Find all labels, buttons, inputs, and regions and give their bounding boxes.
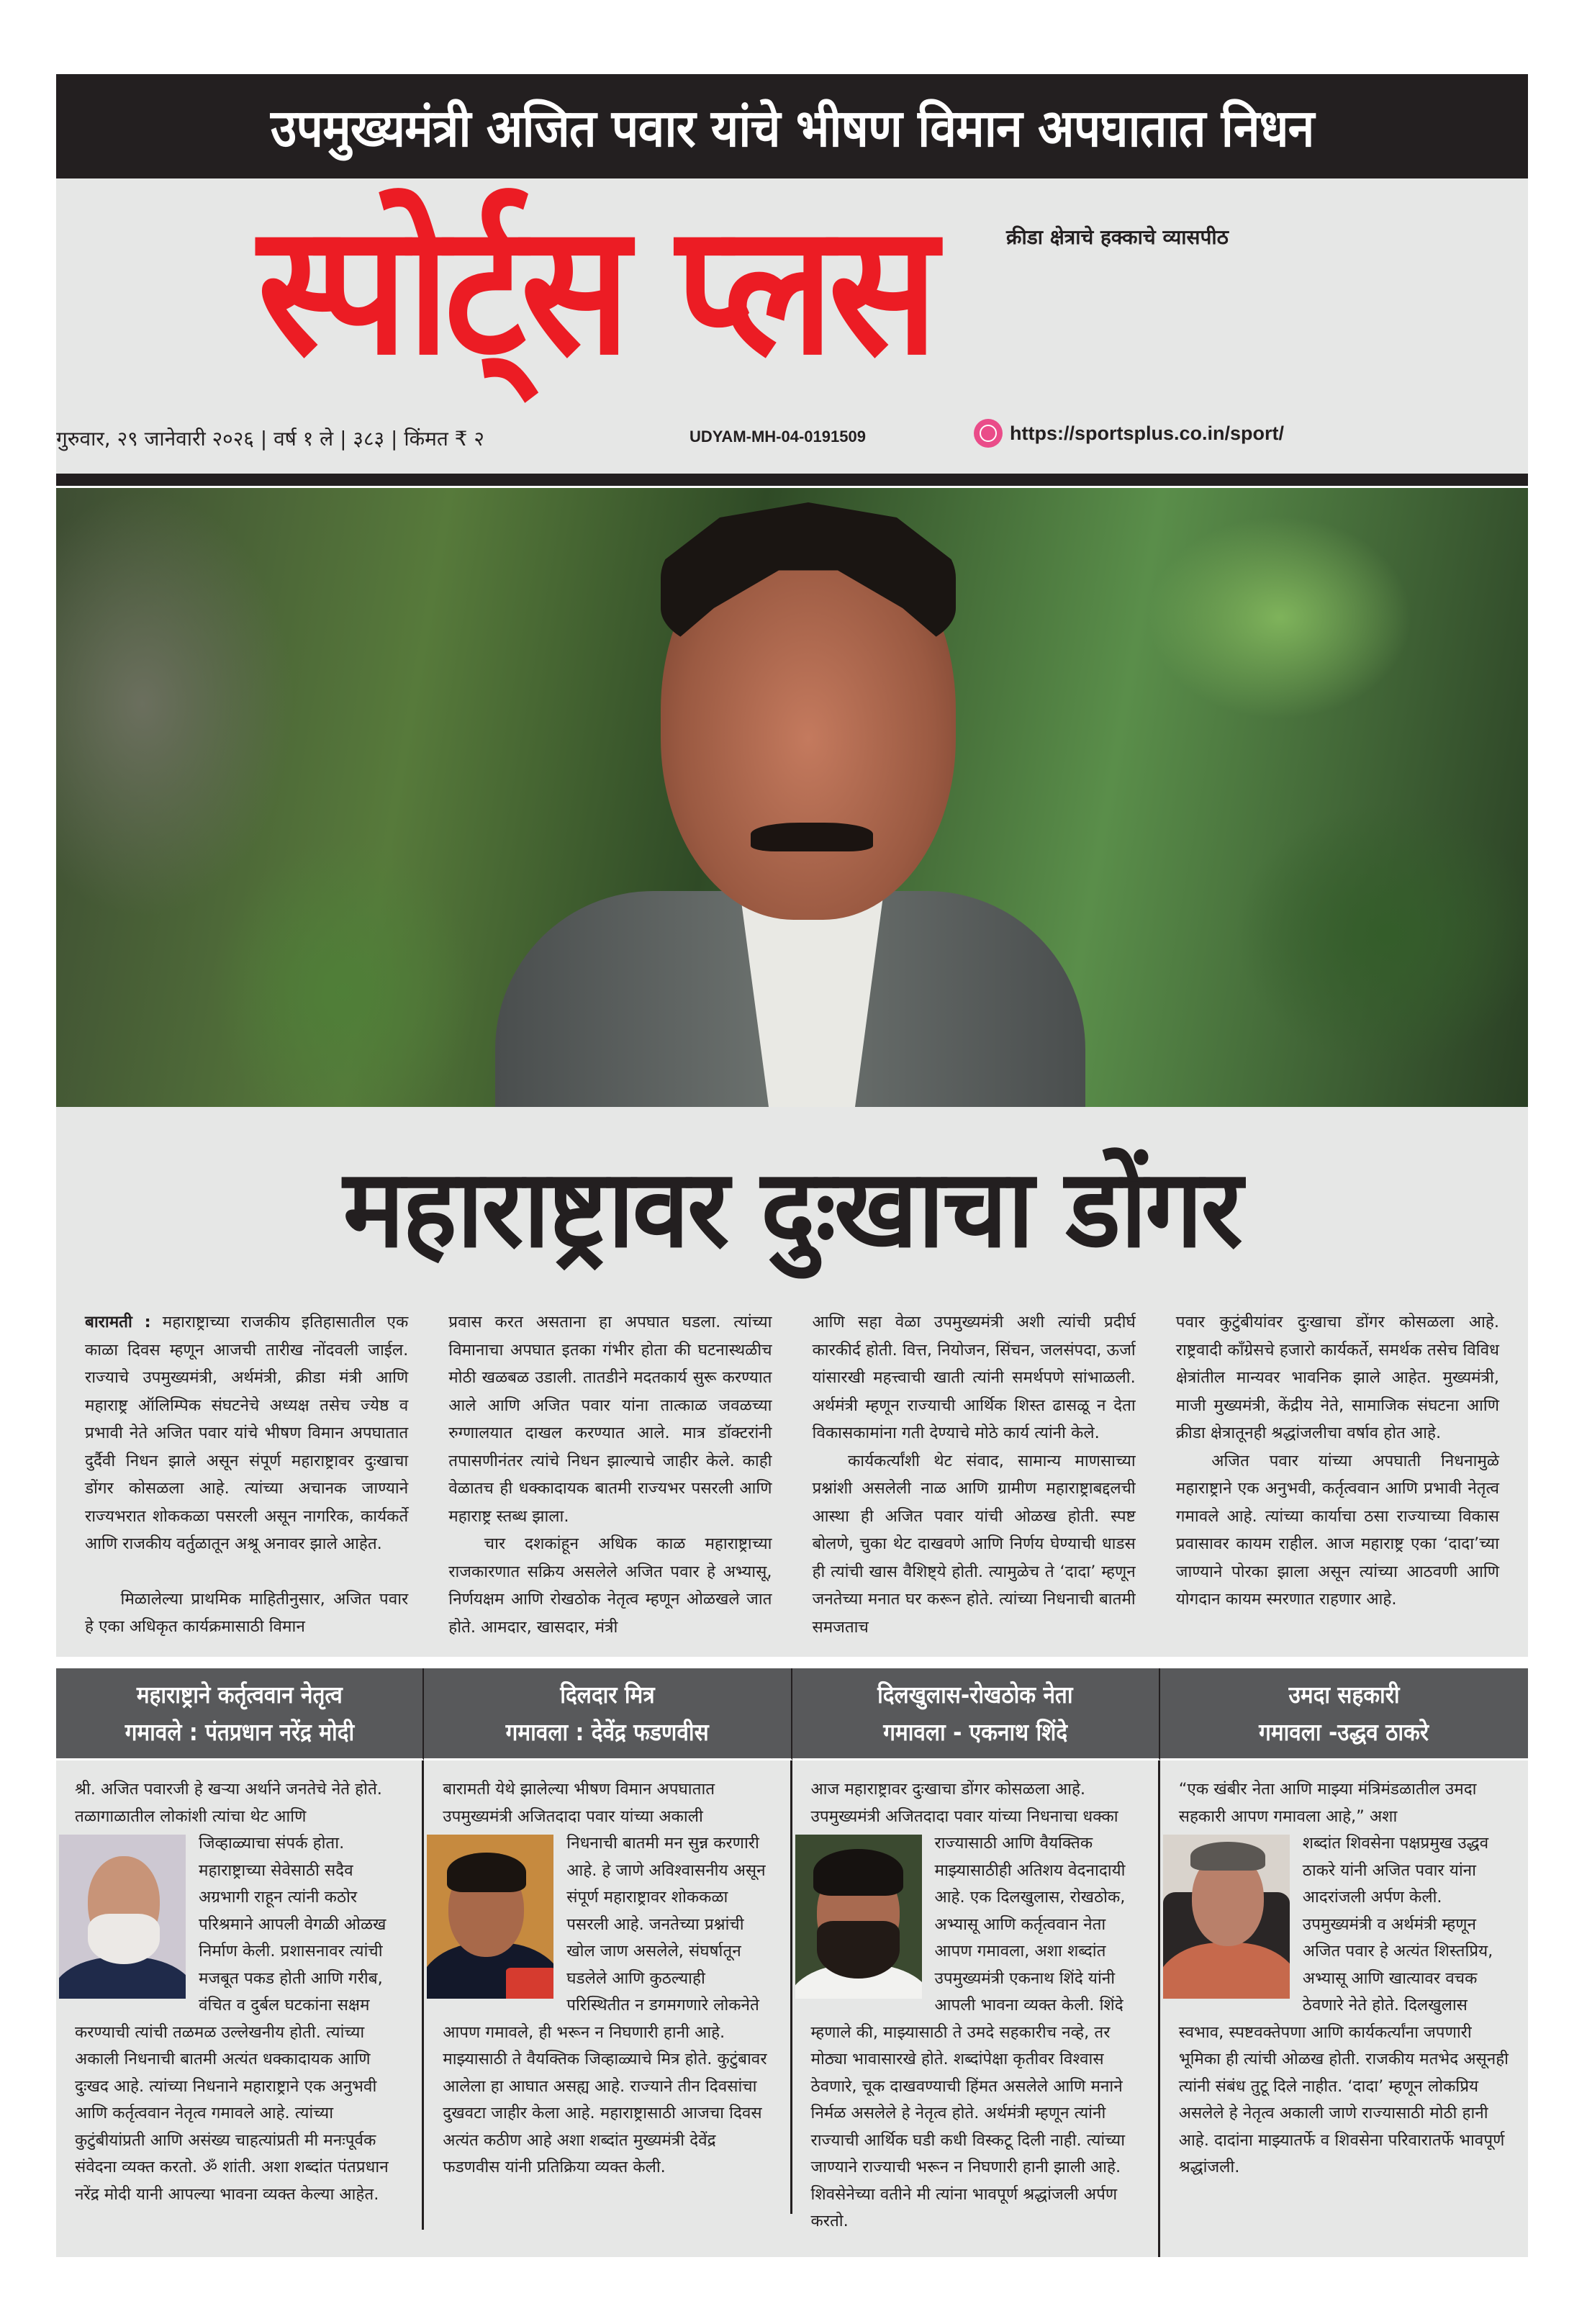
main-headline: महाराष्ट्रावर दुःखाचा डोंगर bbox=[343, 1147, 1241, 1272]
article-paragraph: बारामती : महाराष्ट्राच्या राजकीय इतिहासातील एक काळा दिवस म्हणून आजची तारीख नोंदवली जाईल. राज्याचे उपमुख्यमंत्री, अर्थमंत्री, क्रीडा मंत्री आणि महाराष्ट्र ऑलिम्पिक संघटनेचे अध्यक्ष तसेच ज्येष्ठ व प्रभावी नेते अजित पवार यांचे भीषण विमान अपघातात दुर्दैवी निधन झाले असून संपूर्ण महाराष्ट्रावर दुःखाचा डोंगर कोसळला आहे. त्यांच्या अचानक जाण्याने राज्यभरात शोककळा पसरली असून नागरिक, कार्यकर्ते आणि राजकीय वर्तुळातून अश्रू अनावर झाले आहेत. bbox=[85, 1313, 409, 1553]
article-paragraph: मिळालेल्या प्राथमिक माहितीनुसार, अजित पवार हे एका अधिकृत कार्यक्रमासाठी विमान bbox=[85, 1589, 409, 1636]
reaction-modi bbox=[56, 1668, 424, 2257]
banner-headline: उपमुख्यमंत्री अजित पवार यांचे भीषण विमान अपघातात निधन bbox=[270, 97, 1314, 158]
reaction-heading bbox=[1160, 1668, 1528, 1760]
reaction-heading-line: गमावला : देवेंद्र फडणवीस bbox=[505, 1717, 709, 1746]
thackeray-photo bbox=[1163, 1835, 1290, 1999]
reaction-shinde bbox=[792, 1668, 1160, 2257]
main-headline-block bbox=[56, 1107, 1528, 1301]
fadnavis-photo bbox=[427, 1835, 553, 1999]
article-column-1 bbox=[85, 1308, 408, 1641]
reaction-heading bbox=[792, 1668, 1160, 1760]
article-paragraph: आणि सहा वेळा उपमुख्यमंत्री अशी त्यांची प्रदीर्घ कारकीर्द होती. वित्त, नियोजन, सिंचन, जलसंपदा, ऊर्जा यांसारखी महत्त्वाची खाती त्यांनी समर्थपणे सांभाळली. अर्थमंत्री म्हणून राज्याची आर्थिक शिस्त ढासळू न देता विकासकामांना गती देण्याचे मोठे कार्य त्यांनी केले. bbox=[812, 1313, 1136, 1442]
article-dateline: बारामती : bbox=[85, 1313, 151, 1331]
website-url[interactable]: https://sportsplus.co.in/sport/ bbox=[1010, 422, 1285, 444]
reaction-lead: श्री. अजित पवारजी हे खऱ्या अर्थाने जनतेचे नेते होते. तळागाळातील लोकांशी त्यांचा थेट आणि bbox=[75, 1780, 382, 1826]
section-divider bbox=[56, 1657, 1528, 1668]
reaction-heading bbox=[424, 1668, 792, 1760]
masthead-rule bbox=[56, 474, 1528, 488]
reaction-body bbox=[1160, 1760, 1528, 2214]
reactions-section bbox=[56, 1668, 1528, 2257]
reaction-text: राज्यासाठी आणि वैयक्तिक माझ्यासाठीही अतिशय वेदनादायी आहे. एक दिलखुलास, रोखठोक, अभ्यासू आणि कर्तृत्ववान नेता आपण गमावला, अशा शब्दांत उपमुख्यमंत्री एकनाथ शिंदे यांनी आपली भावना व्यक्त केली. शिंदे म्हणाले की, माझ्यासाठी ते उमदे सहकारीच नव्हे, तर मोठ्या भावासारखे होते. शब्दांपेक्षा कृतीवर विश्वास ठेवणारे, चूक दाखवण्याची हिंमत असलेले आणि मनाने निर्मळ असलेले हे नेतृत्व होते. अर्थमंत्री म्हणून त्यांनी राज्याची आर्थिक घडी कधी विस्कटू दिली नाही. त्यांच्या जाण्याने राज्याची भरून न निघणारी हानी झाली आहे. शिवसेनेच्या वतीने मी त्यांना भावपूर्ण श्रद्धांजली अर्पण करतो. bbox=[810, 1834, 1126, 2230]
portrait-figure bbox=[466, 488, 1114, 1107]
reaction-heading-line: गमावले : पंतप्रधान नरेंद्र मोदी bbox=[125, 1717, 354, 1746]
article-column-3 bbox=[813, 1308, 1136, 1641]
reaction-text: निधनाची बातमी मन सुन्न करणारी आहे. हे जाणे अविश्वासनीय असून संपूर्ण महाराष्ट्रावर शोककळा पसरली आहे. जनतेच्या प्रश्नांची खोल जाण असलेले, संघर्षातून घडलेले आणि कुठल्याही परिस्थितीत न डगमगणारे लोकनेते आपण गमावले, ही भरून न निघणारी हानी आहे. माझ्यासाठी ते वैयक्तिक जिव्हाळ्याचे मित्र होते. कुटुंबावर आलेला हा आघात असह्य आहे. राज्याने तीन दिवसांचा दुखवटा जाहीर केला आहे. महाराष्ट्रासाठी आजचा दिवस अत्यंत कठीण आहे अशा शब्दांत मुख्यमंत्री देवेंद्र फडणवीस यांनी प्रतिक्रिया व्यक्त केली. bbox=[443, 1834, 767, 2176]
portrait-mustache bbox=[751, 823, 873, 851]
article-column-4 bbox=[1176, 1308, 1499, 1641]
reaction-text: शब्दांत शिवसेना पक्षप्रमुख उद्धव ठाकरे यांनी अजित पवार यांना आदरांजली अर्पण केली. उपमुख्यमंत्री व अर्थमंत्री म्हणून अजित पवार हे अत्यंत शिस्तप्रिय, अभ्यासू आणि खात्यावर वचक ठेवणारे नेते होते. दिलखुलास स्वभाव, स्पष्टवक्तेपणा आणि कार्यकर्त्यांना जपणारी भूमिका ही त्यांची ओळख होती. राजकीय मतभेद असूनही त्यांनी संबंध तुटू दिले नाहीत. ‘दादा’ म्हणून लोकप्रिय असलेले हे नेतृत्व अकाली जाणे राज्यासाठी मोठी हानी आहे. दादांना माझ्यातर्फे व शिवसेना परिवारातर्फे भावपूर्ण श्रद्धांजली. bbox=[1178, 1834, 1509, 2176]
masthead bbox=[56, 178, 1528, 474]
reaction-heading-line: गमावला -उद्धव ठाकरे bbox=[1259, 1717, 1429, 1746]
tagline: क्रीडा क्षेत्राचे हक्काचे व्यासपीठ bbox=[1006, 225, 1229, 249]
reaction-body bbox=[424, 1760, 792, 2214]
website-link[interactable] bbox=[974, 419, 1284, 448]
newspaper-logo: स्पोर्ट्स प्लस bbox=[258, 185, 933, 394]
shinde-photo bbox=[795, 1835, 922, 1999]
reaction-heading-line: उमदा सहकारी bbox=[1288, 1680, 1400, 1709]
hero-photo bbox=[56, 488, 1528, 1107]
reaction-body bbox=[56, 1760, 424, 2230]
reaction-text: जिव्हाळ्याचा संपर्क होता. महाराष्ट्राच्या सेवेसाठी सदैव अग्रभागी राहून त्यांनी कठोर परिश्रमाने आपली वेगळी ओळख निर्माण केली. प्रशासनावर त्यांची मजबूत पकड होती आणि गरीब, वंचित व दुर्बल घटकांना सक्षम करण्याची त्यांची तळमळ उल्लेखनीय होती. त्यांच्या अकाली निधनाची बातमी अत्यंत धक्कादायक आणि दुःखद आहे. त्यांच्या निधनाने महाराष्ट्राने एक अनुभवी आणि कर्तृत्ववान नेतृत्व गमावले आहे. त्यांच्या कुटुंबीयांप्रती आणि असंख्य चाहत्यांप्रती मी मनःपूर्वक संवेदना व्यक्त करतो. ॐ शांती. अशा शब्दांत पंतप्रधान नरेंद्र मोदी यानी आपल्या भावना व्यक्त केल्या आहेत. bbox=[75, 1834, 389, 2204]
top-banner bbox=[56, 74, 1528, 178]
article-paragraph: चार दशकांहून अधिक काळ महाराष्ट्राच्या राजकारणात सक्रिय असलेले अजित पवार हे अभ्यासू, निर्णयक्षम आणि रोखठोक नेतृत्व म्हणून ओळखले जात होते. आमदार, खासदार, मंत्री bbox=[448, 1534, 772, 1637]
reaction-heading-line: दिलदार मित्र bbox=[560, 1680, 655, 1709]
reaction-heading bbox=[56, 1668, 424, 1760]
reaction-body bbox=[792, 1760, 1160, 2257]
modi-photo bbox=[59, 1835, 186, 1999]
reaction-heading-line: गमावला - एकनाथ शिंदे bbox=[883, 1717, 1068, 1746]
reaction-fadnavis bbox=[424, 1668, 792, 2257]
dribbble-icon bbox=[974, 419, 1003, 448]
article-column-2 bbox=[448, 1308, 772, 1641]
reaction-lead: “एक खंबीर नेता आणि माझ्या मंत्रिमंडळातील उमदा सहकारी आपण गमावला आहे,” अशा bbox=[1178, 1780, 1477, 1826]
lead-article bbox=[56, 1301, 1528, 1657]
newspaper-page bbox=[56, 74, 1528, 2257]
reaction-thackeray bbox=[1160, 1668, 1528, 2257]
reaction-lead: आज महाराष्ट्रावर दुःखाचा डोंगर कोसळला आहे. उपमुख्यमंत्री अजितदादा पवार यांच्या निधनाचा धक्का bbox=[810, 1780, 1118, 1826]
article-paragraph: कार्यकर्त्यांशी थेट संवाद, सामान्य माणसाच्या प्रश्नांशी असलेली नाळ आणि ग्रामीण महाराष्ट्राबद्दलची आस्था ही अजित पवार यांची ओळख होती. स्पष्ट बोलणे, चुका थेट दाखवणे आणि निर्णय घेण्याची धाडस ही त्यांची खास वैशिष्ट्ये होती. त्यामुळेच ते ‘दादा’ म्हणून जनतेच्या मनात घर करून होते. त्यांच्या निधनाची बातमी समजताच bbox=[812, 1451, 1136, 1637]
article-paragraph: अजित पवार यांच्या अपघाती निधनामुळे महाराष्ट्राने एक अनुभवी, कर्तृत्ववान आणि प्रभावी नेतृत्व गमावले आहे. त्यांच्या कार्याचा ठसा राज्याच्या विकास प्रवासावर कायम राहील. आज महाराष्ट्र एका ‘दादा’च्या जाण्याने पोरका झाला असून त्यांच्या आठवणी आणि योगदान कायम स्मरणात राहणार आहे. bbox=[1175, 1451, 1499, 1609]
reaction-heading-line: दिलखुलास-रोखठोक नेता bbox=[877, 1680, 1073, 1709]
reaction-lead: बारामती येथे झालेल्या भीषण विमान अपघातात उपमुख्यमंत्री अजितदादा पवार यांच्या अकाली bbox=[443, 1780, 715, 1826]
article-paragraph: प्रवास करत असताना हा अपघात घडला. त्यांच्या विमानाचा अपघात इतका गंभीर होता की घटनास्थळीच मोठी खळबळ उडाली. तातडीने मदतकार्य सुरू करण्यात आले आणि अजित पवार यांना तात्काळ जवळच्या रुग्णालयात दाखल करण्यात आले. मात्र डॉक्टरांनी तपासणीनंतर त्यांचे निधन झाल्याचे जाहीर केले. काही वेळातच ही धक्कादायक बातमी राज्यभर पसरली आणि महाराष्ट्र स्तब्ध झाला. bbox=[448, 1313, 772, 1526]
reaction-heading-line: महाराष्ट्राने कर्तृत्ववान नेतृत्व bbox=[136, 1680, 343, 1709]
issue-dateline: गुरुवार, २९ जानेवारी २०२६ | वर्ष १ ले | ३८३ | किंमत ₹ २ bbox=[56, 427, 484, 451]
registration-number: UDYAM-MH-04-0191509 bbox=[689, 428, 866, 446]
article-paragraph: पवार कुटुंबीयांवर दुःखाचा डोंगर कोसळला आहे. राष्ट्रवादी काँग्रेसचे हजारो कार्यकर्ते, समर्थक तसेच विविध क्षेत्रांतील मान्यवर भावनिक झाले आहेत. मुख्यमंत्री, माजी मुख्यमंत्री, केंद्रीय नेते, सामाजिक संघटना आणि क्रीडा क्षेत्रातूनही श्रद्धांजलीचा वर्षाव होत आहे. bbox=[1175, 1313, 1499, 1442]
